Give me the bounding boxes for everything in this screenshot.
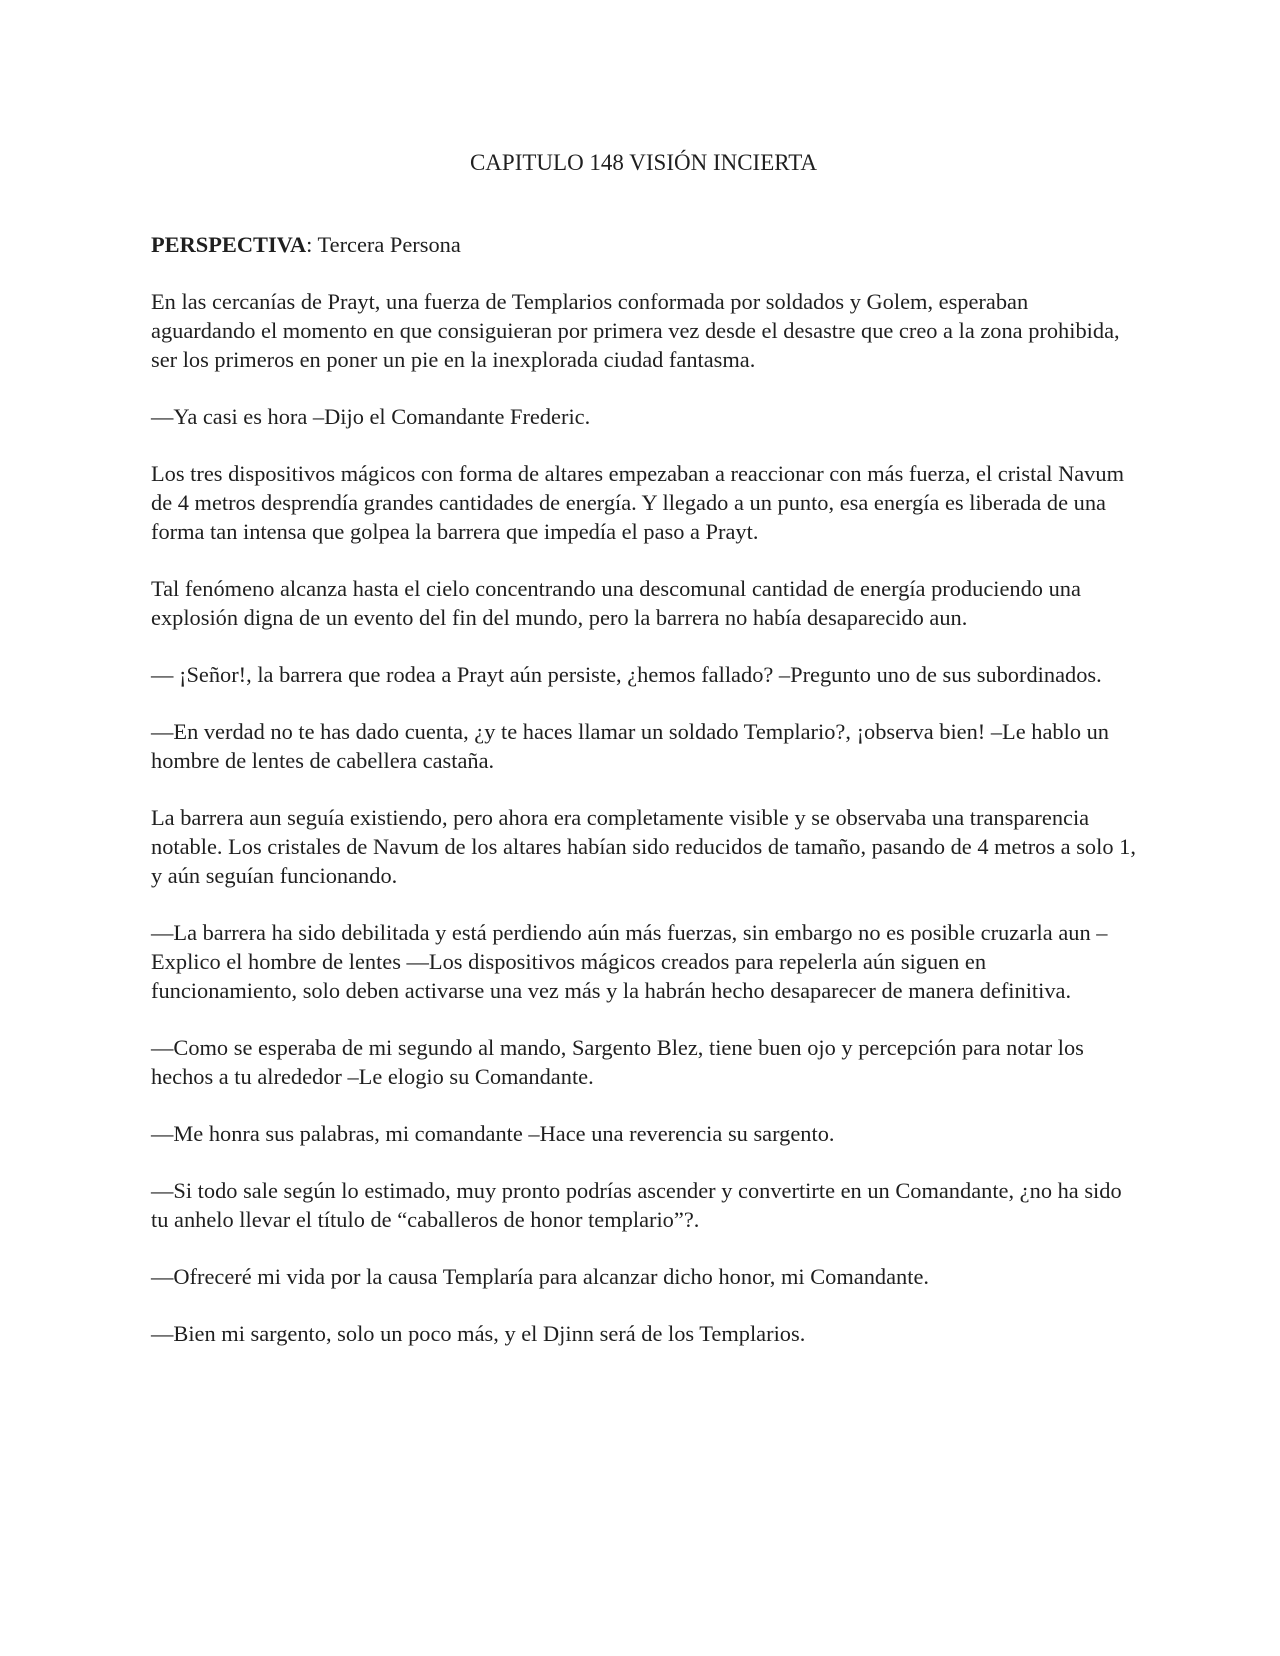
perspective-value: : Tercera Persona bbox=[306, 232, 461, 257]
paragraph: —Ofreceré mi vida por la causa Templaría para alcanzar dicho honor, mi Comandante. bbox=[151, 1264, 929, 1289]
paragraph: Los tres dispositivos mágicos con forma de altares empezaban a reaccionar con más fuerza, el cristal Navum de 4 metros desprendía grandes cantidades de energía. Y llegado a un punto, esa energía es liberada de una forma tan intensa que golpea la barrera que impedía el paso a Prayt. bbox=[151, 461, 1124, 544]
paragraph: La barrera aun seguía existiendo, pero ahora era completamente visible y se observaba una transparencia notable. Los cristales de Navum de los altares habían sido reducidos de tamaño, pasando de 4 metros a solo 1, y aún seguían funcionando. bbox=[151, 805, 1136, 888]
perspective-label: PERSPECTIVA bbox=[151, 232, 307, 257]
paragraph: —Si todo sale según lo estimado, muy pronto podrías ascender y convertirte en un Comandante, ¿no ha sido tu anhelo llevar el título de “caballeros de honor templario”?. bbox=[151, 1178, 1122, 1232]
document-page bbox=[151, 148, 1136, 1376]
paragraph: —Como se esperaba de mi segundo al mando, Sargento Blez, tiene buen ojo y percepción para notar los hechos a tu alrededor –Le elogio su Comandante. bbox=[151, 1035, 1084, 1089]
paragraph: —Me honra sus palabras, mi comandante –Hace una reverencia su sargento. bbox=[151, 1121, 835, 1146]
paragraph: — ¡Señor!, la barrera que rodea a Prayt aún persiste, ¿hemos fallado? –Pregunto uno de sus subordinados. bbox=[151, 662, 1102, 687]
paragraph: Tal fenómeno alcanza hasta el cielo concentrando una descomunal cantidad de energía produciendo una explosión digna de un evento del fin del mundo, pero la barrera no había desaparecido aun. bbox=[151, 576, 1081, 630]
paragraph: —Bien mi sargento, solo un poco más, y el Djinn será de los Templarios. bbox=[151, 1321, 806, 1346]
paragraph: En las cercanías de Prayt, una fuerza de Templarios conformada por soldados y Golem, esperaban aguardando el momento en que consiguieran por primera vez desde el desastre que creo a la zona prohibida, ser los primeros en poner un pie en la inexplorada ciudad fantasma. bbox=[151, 289, 1120, 372]
perspective-line bbox=[151, 230, 1136, 259]
paragraph: —En verdad no te has dado cuenta, ¿y te haces llamar un soldado Templario?, ¡observa bien! –Le hablo un hombre de lentes de cabellera castaña. bbox=[151, 719, 1109, 773]
paragraph: —Ya casi es hora –Dijo el Comandante Frederic. bbox=[151, 404, 591, 429]
paragraph: —La barrera ha sido debilitada y está perdiendo aún más fuerzas, sin embargo no es posible cruzarla aun –Explico el hombre de lentes —Los dispositivos mágicos creados para repelerla aún siguen en funcionamiento, solo deben activarse una vez más y la habrán hecho desaparecer de manera definitiva. bbox=[151, 920, 1108, 1003]
chapter-title: CAPITULO 148 VISIÓN INCIERTA bbox=[469, 150, 818, 175]
